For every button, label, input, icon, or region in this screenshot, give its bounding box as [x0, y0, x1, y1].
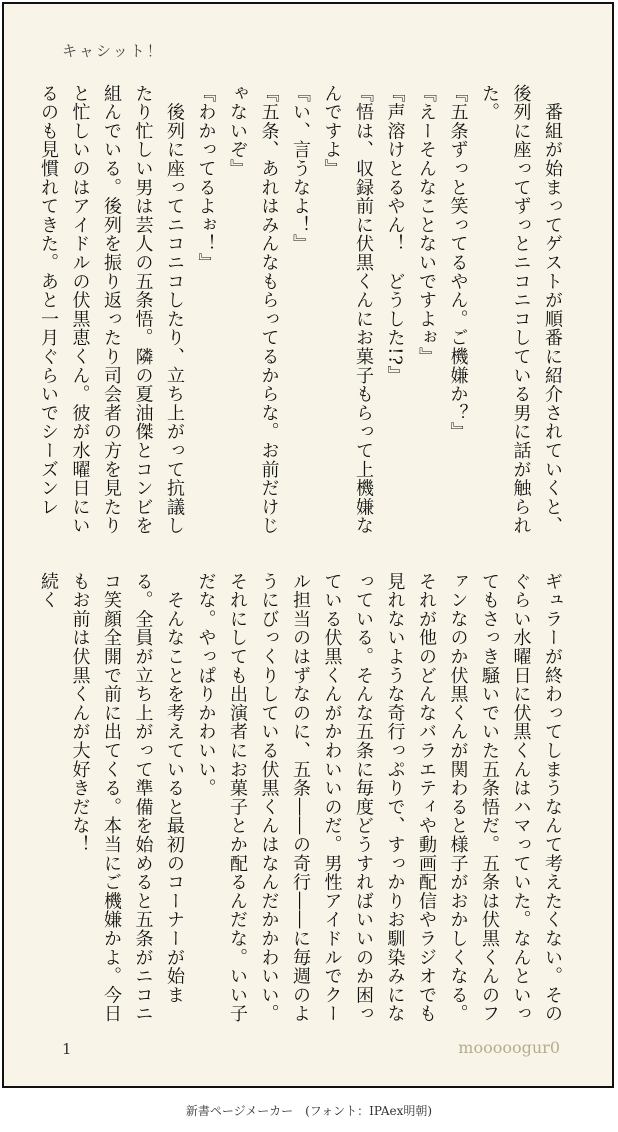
continued-label: 続く: [38, 572, 59, 610]
author-name: mooooogur0: [458, 1038, 560, 1057]
paragraph: そんなことを考えていると最初のコーナーが始まる。全員が立ち上がって準備を始めると五条がニコニコ笑顔全開で前に出てくる。本当にご機嫌かよ。今日もお前は伏黒くんが大好きだな！: [69, 572, 185, 1024]
dialogue-line: 『声溶けとるやん！ どうした!?』: [384, 84, 406, 385]
dialogue-line: 『えーそんなことないですよぉ』: [416, 84, 437, 366]
upper-text-column: [38, 84, 568, 536]
header-title: キャシット！: [62, 42, 164, 60]
paragraph: 後列に座ってニコニコしたり、立ち上がって抗議したり忙しい男は芸人の五条悟。隣の夏油傑とコンビを組んでいる。後列を振り返ったり司会者の方を見たりと忙しいのはアイドルの伏黒恵くん。彼が水曜日にいるのも見慣れてきた。あと一月ぐらいでシーズンレ: [38, 84, 185, 536]
dialogue-line: 『悟は、収録前に伏黒くんにお菓子もらって上機嫌なんですよ』: [321, 84, 374, 536]
lower-text-column: [38, 572, 568, 1024]
dialogue-line: 『五条ずっと笑ってるやん。ご機嫌か？』: [447, 84, 469, 442]
dialogue-line: 『わかってるよぉ！』: [195, 84, 217, 272]
page-number: 1: [62, 1040, 72, 1058]
paragraph: 番組が始まってゲストが順番に紹介されていくと、後列に座ってずっとニコニコしている男に話が触られた。: [479, 84, 563, 536]
dialogue-line: 『い、言うなよ！』: [290, 84, 311, 254]
book-page: [2, 2, 614, 1088]
dialogue-line: 『五条、あれはみんなもらってるからな。お前だけじゃないぞ』: [227, 84, 280, 536]
footer-caption: 新書ページメーカー (フォント：IPAex明朝): [185, 1104, 433, 1118]
paragraph: ギュラーが終わってしまうなんて考えたくない。そのぐらい水曜日に伏黒くんはハマっていた。なんといってもさっき騒いでいた五条悟だ。五条は伏黒くんのファンなのか伏黒くんが関わると様子がおかしくなる。それが他のどんなバラエティや動画配信やラジオでも見れないような奇行っぷりで、すっかりお馴染みになっている。そんな五条に毎度どうすればいいのか困っている伏黒くんがかわいいのだ。男性アイドルでクール担当のはずなのに、五条――の奇行――に毎週のようにびっくりしている伏黒くんはなんだかかわいい。それにしても出演者にお菓子とか配るんだな。いい子だな。やっぱりかわいい。: [195, 572, 563, 1024]
